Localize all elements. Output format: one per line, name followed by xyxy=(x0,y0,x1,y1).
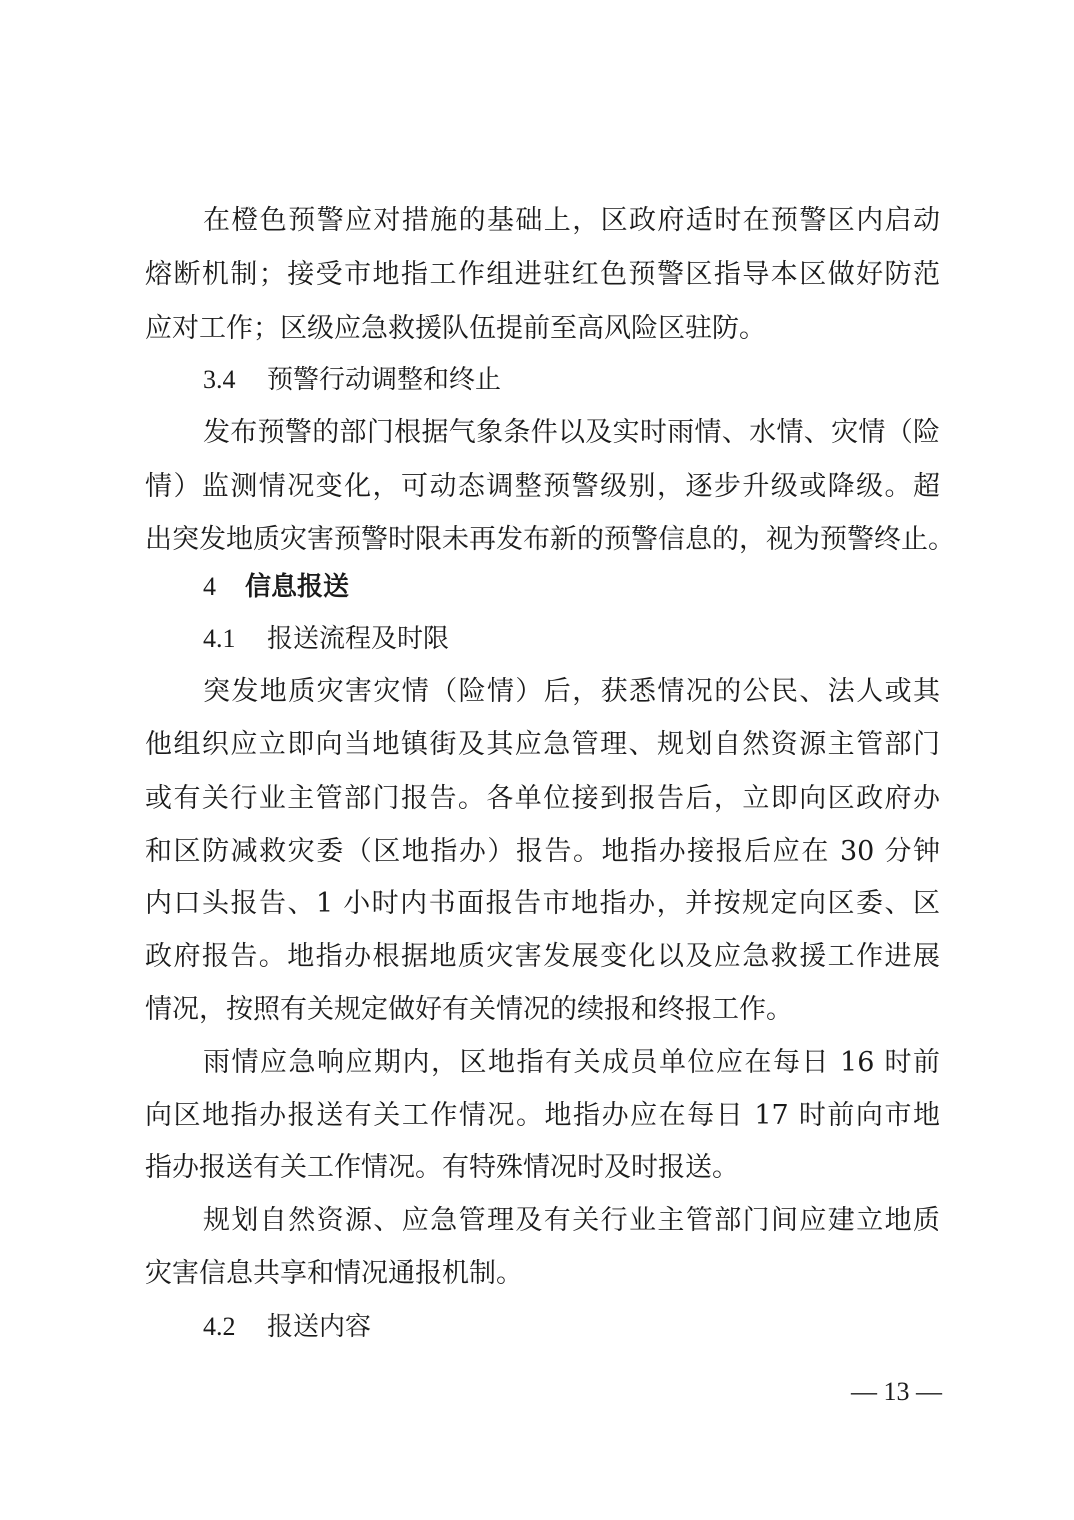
paragraph-process-line-1: 突发地质灾害灾情（险情）后，获悉情况的公民、法人或其 xyxy=(203,676,940,707)
paragraph-rain-line-2: 向区地指办报送有关工作情况。地指办应在每日 17 时前向市地 xyxy=(145,1100,940,1131)
section-title: 预警行动调整和终止 xyxy=(267,365,502,395)
paragraph-share-line-2: 灾害信息共享和情况通报机制。 xyxy=(145,1258,523,1289)
paragraph-orange-line-1: 在橙色预警应对措施的基础上，区政府适时在预警区内启动 xyxy=(203,205,940,236)
paragraph-process-line-7: 情况，按照有关规定做好有关情况的续报和终报工作。 xyxy=(145,994,793,1025)
section-heading-4-2 xyxy=(203,1300,940,1354)
paragraph-rain-line-1: 雨情应急响应期内，区地指有关成员单位应在每日 16 时前 xyxy=(203,1047,940,1078)
paragraph-process-line-2: 他组织应立即向当地镇街及其应急管理、规划自然资源主管部门 xyxy=(145,729,940,760)
page-number: — 13 — xyxy=(851,1377,942,1406)
paragraph-process-line-6: 政府报告。地指办根据地质灾害发展变化以及应急救援工作进展 xyxy=(145,941,940,972)
paragraph-adjust-line-2: 情）监测情况变化，可动态调整预警级别，逐步升级或降级。超 xyxy=(145,471,940,502)
section-heading-3-4 xyxy=(203,353,940,407)
paragraph-adjust-line-3: 出突发地质灾害预警时限未再发布新的预警信息的，视为预警终止。 xyxy=(145,524,955,555)
paragraph-orange-line-3: 应对工作；区级应急救援队伍提前至高风险区驻防。 xyxy=(145,313,766,344)
section-heading-4 xyxy=(203,560,940,614)
section-heading-4-1 xyxy=(203,612,940,666)
section-number: 4.1 xyxy=(203,624,236,653)
paragraph-process-line-3: 或有关行业主管部门报告。各单位接到报告后，立即向区政府办 xyxy=(145,783,940,814)
section-title: 报送内容 xyxy=(267,1312,372,1342)
section-title: 报送流程及时限 xyxy=(267,624,450,654)
paragraph-process-line-5: 内口头报告、1 小时内书面报告市地指办，并按规定向区委、区 xyxy=(145,888,940,919)
section-title: 信息报送 xyxy=(245,572,350,602)
paragraph-share-line-1: 规划自然资源、应急管理及有关行业主管部门间应建立地质 xyxy=(203,1205,940,1236)
paragraph-process-line-4: 和区防减救灾委（区地指办）报告。地指办接报后应在 30 分钟 xyxy=(145,836,940,867)
section-number: 4 xyxy=(203,572,216,601)
section-number: 4.2 xyxy=(203,1312,236,1341)
paragraph-adjust-line-1: 发布预警的部门根据气象条件以及实时雨情、水情、灾情（险 xyxy=(203,417,940,448)
paragraph-orange-line-2: 熔断机制；接受市地指工作组进驻红色预警区指导本区做好防范 xyxy=(145,259,940,290)
section-number: 3.4 xyxy=(203,365,236,394)
paragraph-rain-line-3: 指办报送有关工作情况。有特殊情况时及时报送。 xyxy=(145,1152,739,1183)
